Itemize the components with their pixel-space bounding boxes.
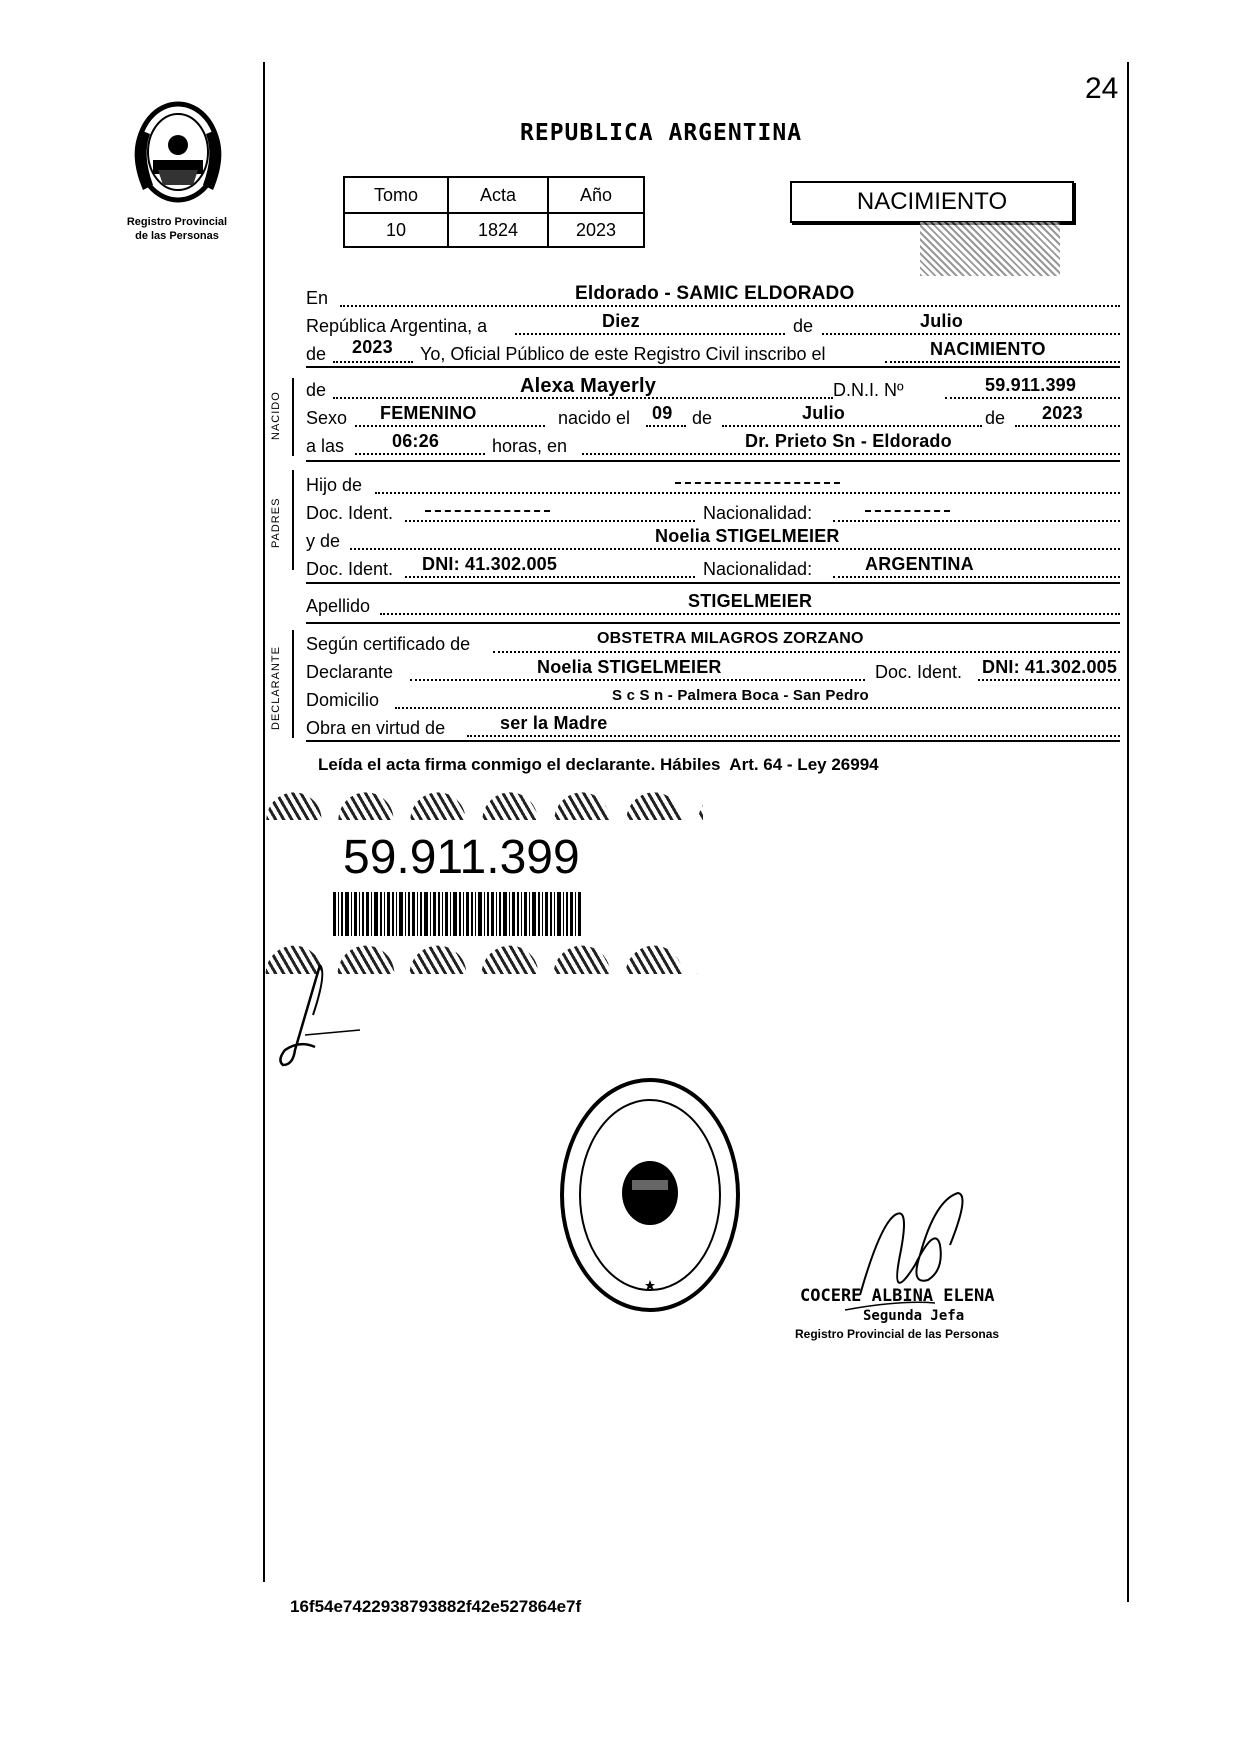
madre-doc-dots [405,576,695,578]
padre-doc-dash [425,510,550,512]
anio-dots [333,361,413,363]
header-separator [306,366,1120,368]
official-stamp [558,1075,743,1315]
obra-dots [467,735,1120,737]
anio-value: 2023 [352,337,393,357]
padre-nac-dots [833,520,1120,522]
closing-text: Leída el acta firma conmigo el declarante. Hábiles Art. 64 - Ley 26994 [318,755,879,774]
document-title: REPUBLICA ARGENTINA [520,120,803,146]
logo-caption-2: de las Personas [135,230,219,242]
section-padres: PADRES [270,497,282,548]
en-dots [340,305,1120,307]
dni-value: 59.911.399 [985,375,1077,395]
barcode [333,892,593,936]
madre-value: Noelia STIGELMEIER [655,526,840,546]
lugar-value: Dr. Prieto Sn - Eldorado [745,431,952,451]
dni-dots [945,397,1120,399]
stamp-seal-icon [558,1075,743,1315]
lugar-dots [582,453,1120,455]
nacido-separator [306,460,1120,462]
decl-doc-label: Doc. Ident. [875,662,963,682]
nac-de-label-1: de [692,408,713,428]
nac-dia-dots [646,425,686,427]
domicilio-label: Domicilio [306,690,380,710]
madre-nac-dots [833,576,1120,578]
apellido-label: Apellido [306,596,371,616]
inscribo-value: NACIMIENTO [930,339,1046,359]
oficial-text: Yo, Oficial Público de este Registro Civil inscribo el [420,344,826,364]
en-value: Eldorado - SAMIC ELDORADO [575,283,855,304]
declarante-dots [410,679,865,681]
right-margin-line [1127,62,1129,1602]
sticker-number: 59.911.399 [343,831,580,884]
act-type-label: NACIMIENTO [856,188,1008,215]
nombre-label: de [306,380,327,400]
nac-anio-value: 2023 [1042,403,1083,423]
official-role: Segunda Jefa [863,1308,965,1324]
obra-label: Obra en virtud de [306,718,446,738]
de-label-2: de [306,344,327,364]
declarante-separator [306,740,1120,742]
padre-nac-dash [865,510,950,512]
anio-value: 2023 [548,213,644,247]
acta-value: 1824 [448,213,548,247]
padre-doc-label: Doc. Ident. [306,503,394,523]
inscribo-dots [885,361,1120,363]
en-label: En [306,288,329,308]
nacido-bracket [292,378,294,456]
hora-dots [355,453,485,455]
nac-mes-value: Julio [802,403,846,423]
security-pattern [920,222,1060,276]
certificado-dots [493,651,1120,653]
y-de-label: y de [306,531,341,551]
province-seal-icon [118,100,238,210]
apellido-dots [380,613,1120,615]
madre-dots [350,548,1120,550]
dia-value: Diez [602,311,640,331]
page-number: 24 [1085,72,1119,105]
dni-sticker [258,792,703,982]
apellido-value: STIGELMEIER [688,591,813,611]
official-office: Registro Provincial de las Personas [795,1327,1000,1341]
declarante-label: Declarante [306,662,394,682]
tomo-value: 10 [344,213,448,247]
hijo-de-label: Hijo de [306,475,363,495]
horas-en-label: horas, en [492,436,568,456]
dia-dots [515,333,785,335]
domicilio-dots [395,707,1120,709]
nac-anio-dots [1015,425,1120,427]
act-type-box [790,181,1074,223]
madre-nac-label: Nacionalidad: [703,559,813,579]
sexo-value: FEMENINO [380,403,477,423]
logo-caption-1: Registro Provincial [126,216,228,228]
de-label-1: de [793,316,814,336]
certificado-value: OBSTETRA MILAGROS ZORZANO [597,630,864,647]
apellido-separator [306,622,1120,624]
certificado-label: Según certificado de [306,634,471,654]
section-nacido: NACIDO [270,391,282,440]
sexo-dots [355,425,545,427]
nombre-value: Alexa Mayerly [520,375,657,397]
republica-label: República Argentina, a [306,316,488,336]
nac-de-label-2: de [985,408,1006,428]
padres-bracket [292,470,294,570]
obra-value: ser la Madre [500,713,608,733]
hora-value: 06:26 [392,431,440,451]
sticker-pattern-top [258,792,703,820]
madre-doc-value: DNI: 41.302.005 [422,554,558,574]
document-hash: 16f54e7422938793882f42e527864e7f [290,1597,582,1616]
a-las-label: a las [306,436,345,456]
mes-value: Julio [920,311,964,331]
nac-dia-value: 09 [652,403,673,423]
nacido-el-label: nacido el [558,408,631,428]
acta-header: Acta [448,177,548,213]
anio-header: Año [548,177,644,213]
official-name: COCERE ALBINA ELENA [800,1286,995,1306]
madre-doc-label: Doc. Ident. [306,559,394,579]
padres-separator [306,582,1120,584]
decl-doc-dots [978,679,1120,681]
nac-mes-dots [722,425,982,427]
register-table [343,176,645,248]
padre-doc-dots [405,520,695,522]
mes-dots [822,333,1120,335]
section-declarante: DECLARANTE [270,646,282,730]
madre-nac-value: ARGENTINA [865,554,974,574]
padre-dash [675,482,840,484]
padre-dots [375,492,1120,494]
padre-nac-label: Nacionalidad: [703,503,813,523]
province-logo [118,100,238,210]
dni-label: D.N.I. Nº [833,380,904,400]
domicilio-value: S c S n - Palmera Boca - San Pedro [612,687,869,704]
declarante-bracket [292,630,294,738]
tomo-header: Tomo [344,177,448,213]
decl-doc-value: DNI: 41.302.005 [982,657,1118,677]
sexo-label: Sexo [306,408,348,428]
declarant-signature [275,955,375,1075]
declarante-value: Noelia STIGELMEIER [537,657,722,677]
